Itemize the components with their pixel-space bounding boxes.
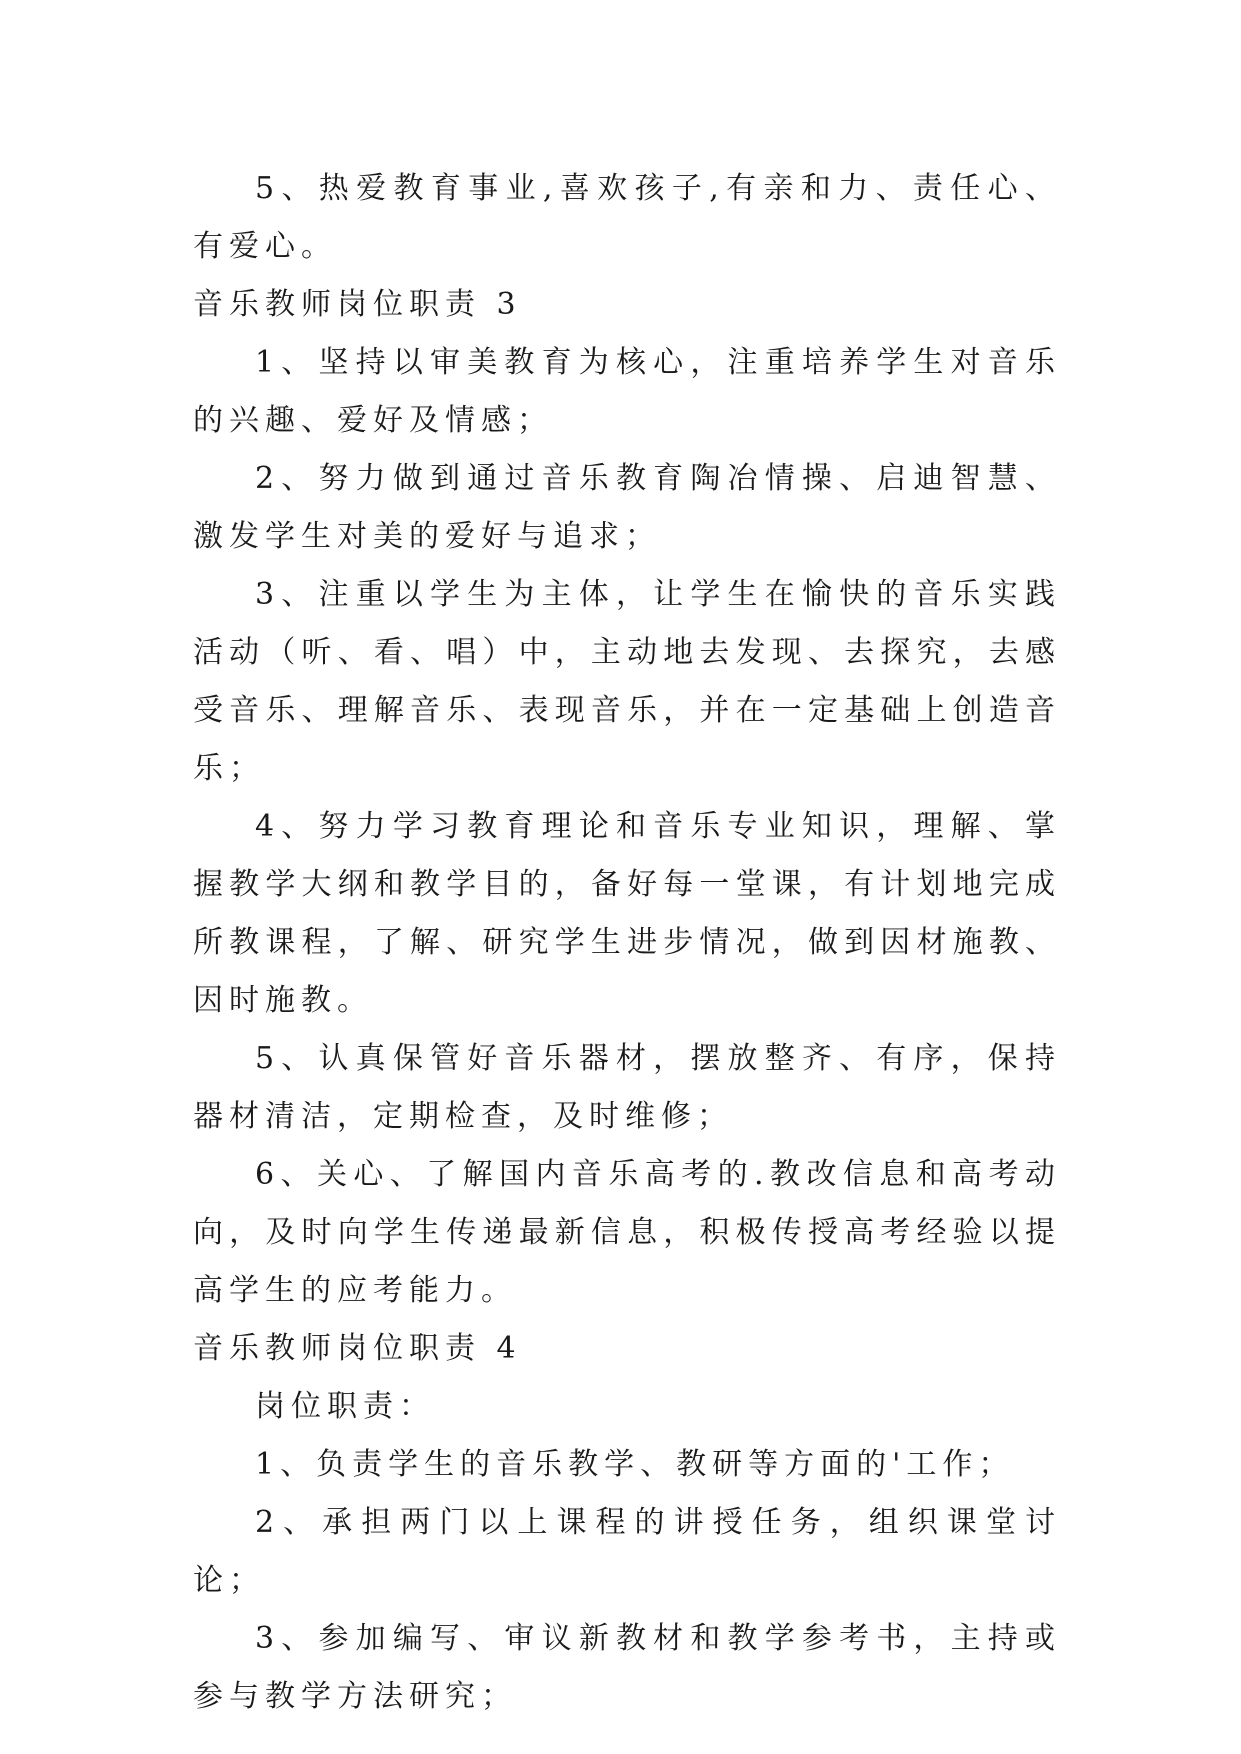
paragraph-duty-5: 5、认真保管好音乐器材，摆放整齐、有序，保持器材清洁，定期检查，及时维修； (193, 1041, 1061, 1134)
section-heading-3: 音乐教师岗位职责 3 (193, 287, 522, 322)
paragraph-duty-6: 6、关心、了解国内音乐高考的.教改信息和高考动向，及时向学生传递最新信息，积极传授高考经验以提高学生的应考能力。 (193, 1157, 1061, 1308)
section-heading-4: 音乐教师岗位职责 4 (193, 1331, 522, 1366)
paragraph-duty-1: 1、坚持以审美教育为核心，注重培养学生对音乐的兴趣、爱好及情感； (193, 345, 1061, 438)
document-body (193, 160, 1061, 1726)
paragraph-duty-3: 3、注重以学生为主体，让学生在愉快的音乐实践活动（听、看、唱）中，主动地去发现、去探究，去感受音乐、理解音乐、表现音乐，并在一定基础上创造音乐； (193, 577, 1061, 786)
paragraph-s4-duty-1: 1、负责学生的音乐教学、教研等方面的'工作； (255, 1447, 1015, 1482)
paragraph-s4-duty-2: 2、承担两门以上课程的讲授任务，组织课堂讨论； (193, 1505, 1061, 1598)
paragraph-duty-2: 2、努力做到通过音乐教育陶冶情操、启迪智慧、激发学生对美的爱好与追求； (193, 461, 1061, 554)
paragraph-requirement-5: 5、热爱教育事业,喜欢孩子,有亲和力、责任心、有爱心。 (193, 171, 1061, 264)
paragraph-duties-label: 岗位职责： (255, 1389, 435, 1424)
paragraph-s4-duty-3: 3、参加编写、审议新教材和教学参考书，主持或参与教学方法研究； (193, 1621, 1061, 1714)
paragraph-duty-4: 4、努力学习教育理论和音乐专业知识，理解、掌握教学大纲和教学目的，备好每一堂课，有计划地完成所教课程，了解、研究学生进步情况，做到因材施教、因时施教。 (193, 809, 1061, 1018)
